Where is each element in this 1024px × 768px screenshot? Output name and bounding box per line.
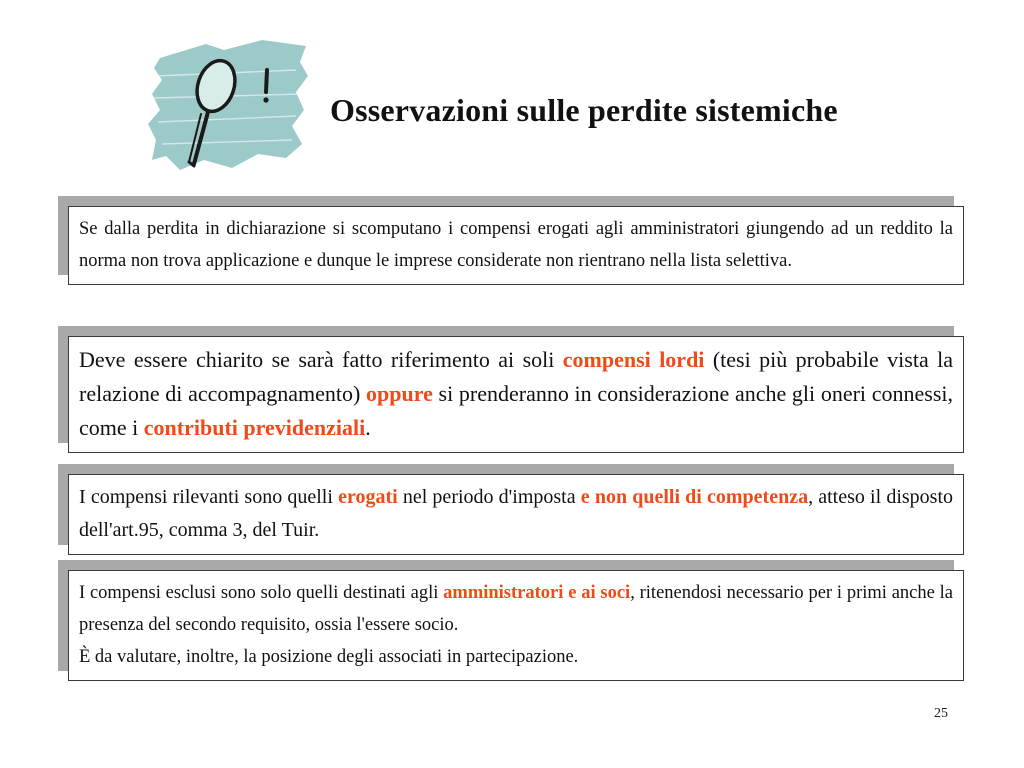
slide-title: Osservazioni sulle perdite sistemiche bbox=[330, 92, 838, 128]
page-number: 25 bbox=[934, 706, 948, 721]
text-box-1 bbox=[58, 196, 964, 285]
highlighted-text: erogati bbox=[338, 486, 398, 508]
body-text: (tesi più probabile vista la relazione di accompagnamento) bbox=[79, 347, 953, 406]
box-paragraph bbox=[79, 481, 953, 547]
body-text: nel periodo d'imposta bbox=[397, 486, 581, 508]
text-box-body bbox=[68, 570, 964, 681]
body-text: si prenderanno in considerazione anche gli oneri connessi, come i bbox=[79, 381, 953, 440]
text-box-body bbox=[68, 474, 964, 555]
body-text: . bbox=[365, 415, 371, 440]
magnifying-glass-exclamation-icon bbox=[146, 36, 312, 176]
text-box-body bbox=[68, 206, 964, 285]
body-text: Se dalla perdita in dichiarazione si scomputano i compensi erogati agli amministratori giungendo ad un reddito la norma non trova applicazione e dunque le imprese considerate non rientrano nella lista selettiva. bbox=[79, 219, 953, 271]
body-text: I compensi rilevanti sono quelli bbox=[79, 486, 339, 508]
highlighted-text: oppure bbox=[366, 381, 433, 406]
box-paragraph bbox=[79, 213, 953, 277]
box-paragraph bbox=[79, 577, 953, 641]
highlighted-text: e non quelli di competenza bbox=[580, 486, 809, 508]
body-text: È da valutare, inoltre, la posizione degli associati in partecipazione. bbox=[79, 647, 579, 667]
body-text: Deve essere chiarito se sarà fatto riferimento ai soli bbox=[79, 347, 563, 372]
box-paragraph bbox=[79, 641, 953, 673]
text-box-2 bbox=[58, 326, 964, 453]
highlighted-text: contributi previdenziali bbox=[143, 415, 366, 440]
highlighted-text: compensi lordi bbox=[562, 347, 705, 372]
text-box-body bbox=[68, 336, 964, 453]
body-text: , atteso il disposto dell'art.95, comma 3, del Tuir. bbox=[79, 486, 954, 541]
text-box-3 bbox=[58, 464, 964, 555]
box-paragraph bbox=[79, 343, 953, 445]
text-box-4 bbox=[58, 560, 964, 681]
body-text: , ritenendosi necessario per i primi anche la presenza del secondo requisito, ossia l'essere socio. bbox=[79, 583, 954, 635]
body-text: I compensi esclusi sono solo quelli destinati agli bbox=[79, 583, 444, 603]
highlighted-text: amministratori e ai soci bbox=[443, 583, 631, 603]
